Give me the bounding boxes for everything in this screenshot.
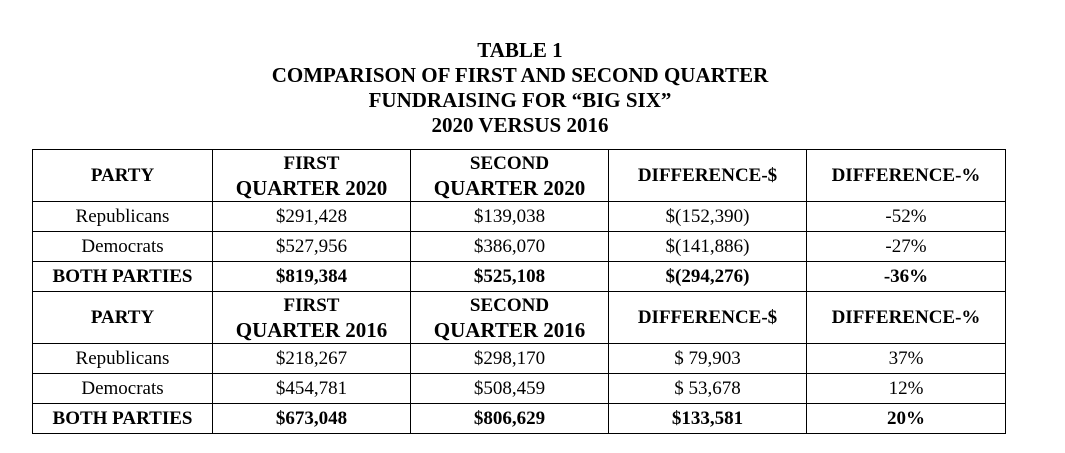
header-difference-dollar: DIFFERENCE-$ xyxy=(609,150,807,202)
party-cell: BOTH PARTIES xyxy=(33,404,213,434)
header-difference-dollar: DIFFERENCE-$ xyxy=(609,292,807,344)
q2-cell: $139,038 xyxy=(411,202,609,232)
diff-percent-cell: 37% xyxy=(807,344,1006,374)
diff-dollar-cell: $133,581 xyxy=(609,404,807,434)
table-row xyxy=(33,232,1006,262)
q2-cell: $508,459 xyxy=(411,374,609,404)
total-row-2016 xyxy=(33,404,1006,434)
title-line-2: COMPARISON OF FIRST AND SECOND QUARTER xyxy=(271,63,769,87)
header-second-quarter-2016-line1: SECOND xyxy=(469,294,550,316)
party-cell: Republicans xyxy=(33,344,213,374)
header-first-quarter-2016-line2: QUARTER 2016 xyxy=(235,317,388,342)
title-line-1: TABLE 1 xyxy=(477,38,563,62)
diff-percent-cell: 20% xyxy=(807,404,1006,434)
total-row-2020 xyxy=(33,262,1006,292)
header-second-quarter-2020 xyxy=(411,150,609,202)
title-line-3: FUNDRAISING FOR “BIG SIX” xyxy=(368,88,672,112)
q1-cell: $291,428 xyxy=(213,202,411,232)
table-row xyxy=(33,202,1006,232)
party-cell: BOTH PARTIES xyxy=(33,262,213,292)
table-title xyxy=(0,38,1040,138)
diff-percent-cell: -36% xyxy=(807,262,1006,292)
header-row-2020 xyxy=(33,150,1006,202)
party-cell: Democrats xyxy=(33,232,213,262)
header-difference-percent: DIFFERENCE-% xyxy=(807,150,1006,202)
q2-cell: $806,629 xyxy=(411,404,609,434)
q1-cell: $527,956 xyxy=(213,232,411,262)
q1-cell: $454,781 xyxy=(213,374,411,404)
q2-cell: $525,108 xyxy=(411,262,609,292)
party-cell: Democrats xyxy=(33,374,213,404)
header-party: PARTY xyxy=(33,292,213,344)
diff-dollar-cell: $ 79,903 xyxy=(609,344,807,374)
table-row xyxy=(33,344,1006,374)
q1-cell: $218,267 xyxy=(213,344,411,374)
diff-dollar-cell: $(141,886) xyxy=(609,232,807,262)
diff-percent-cell: 12% xyxy=(807,374,1006,404)
diff-dollar-cell: $(294,276) xyxy=(609,262,807,292)
header-row-2016 xyxy=(33,292,1006,344)
diff-percent-cell: -52% xyxy=(807,202,1006,232)
header-second-quarter-2020-line2: QUARTER 2020 xyxy=(433,175,586,200)
header-first-quarter-2016-line1: FIRST xyxy=(283,294,340,316)
q2-cell: $298,170 xyxy=(411,344,609,374)
diff-percent-cell: -27% xyxy=(807,232,1006,262)
header-second-quarter-2020-line1: SECOND xyxy=(469,152,550,174)
header-first-quarter-2020-line1: FIRST xyxy=(283,152,340,174)
party-cell: Republicans xyxy=(33,202,213,232)
q2-cell: $386,070 xyxy=(411,232,609,262)
header-second-quarter-2016-line2: QUARTER 2016 xyxy=(433,317,586,342)
diff-dollar-cell: $(152,390) xyxy=(609,202,807,232)
fundraising-table xyxy=(32,149,1006,434)
q1-cell: $819,384 xyxy=(213,262,411,292)
header-party: PARTY xyxy=(33,150,213,202)
header-second-quarter-2016 xyxy=(411,292,609,344)
table-row xyxy=(33,374,1006,404)
q1-cell: $673,048 xyxy=(213,404,411,434)
header-first-quarter-2016 xyxy=(213,292,411,344)
header-first-quarter-2020-line2: QUARTER 2020 xyxy=(235,175,388,200)
title-line-4: 2020 VERSUS 2016 xyxy=(431,113,609,137)
header-first-quarter-2020 xyxy=(213,150,411,202)
header-difference-percent: DIFFERENCE-% xyxy=(807,292,1006,344)
diff-dollar-cell: $ 53,678 xyxy=(609,374,807,404)
